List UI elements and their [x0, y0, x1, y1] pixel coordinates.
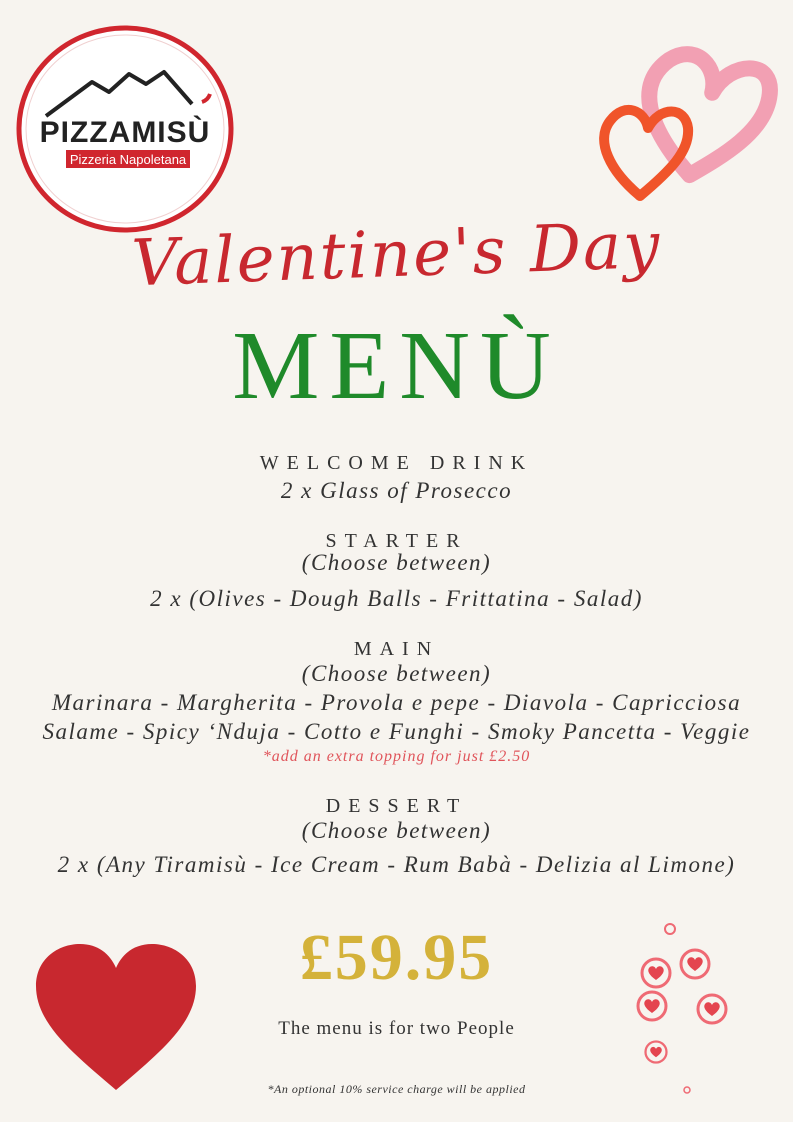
main-subtitle: (Choose between) — [301, 661, 492, 686]
logo-brand: PIZZAMISÙ — [39, 116, 211, 149]
valentines-day-title: Valentine's Day — [130, 208, 663, 302]
price: £59.95 — [299, 921, 494, 994]
logo-tagline: Pizzeria Napoletana — [69, 152, 187, 167]
main-heading: MAIN — [353, 638, 440, 660]
main-line-2: Salame - Spicy ‘Nduja - Cotto e Funghi - Smoky Pancetta - Veggie — [42, 719, 751, 744]
menu-title: MENÙ — [232, 312, 561, 420]
dessert-line: 2 x (Any Tiramisù - Ice Cream - Rum Babà - Delizia al Limone) — [57, 852, 736, 877]
welcome-drink-line: 2 x Glass of Prosecco — [280, 478, 513, 503]
menu-for-two-text: The menu is for two People — [278, 1018, 515, 1039]
starter-heading: STARTER — [325, 530, 468, 552]
dessert-heading: DESSERT — [325, 795, 468, 817]
extra-topping-note: *add an extra topping for just £2.50 — [262, 748, 531, 765]
welcome-drink-heading: WELCOME DRINK — [259, 452, 534, 474]
starter-subtitle: (Choose between) — [301, 550, 492, 575]
heart-bubbles-icon — [630, 918, 740, 1098]
outline-hearts-icon — [590, 36, 780, 211]
service-charge-note: *An optional 10% service charge will be applied — [267, 1082, 526, 1096]
starter-line: 2 x (Olives - Dough Balls - Frittatina - Salad) — [150, 586, 643, 611]
pizzamisu-logo — [14, 24, 236, 234]
main-line-1: Marinara - Margherita - Provola e pepe - Diavola - Capricciosa — [51, 690, 742, 715]
dessert-subtitle: (Choose between) — [301, 818, 492, 843]
